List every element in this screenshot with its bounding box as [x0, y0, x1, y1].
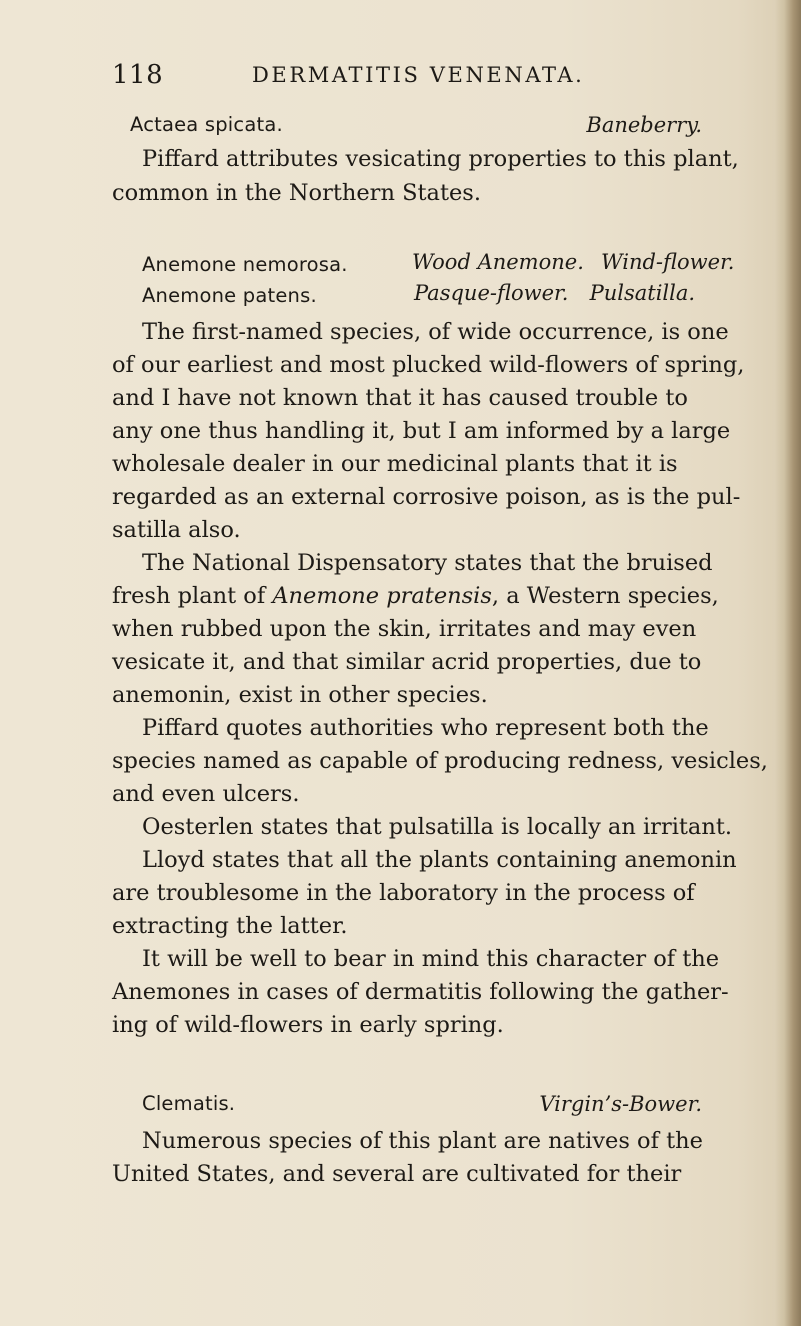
latin-name: Clematis.	[142, 1092, 236, 1115]
entry-heading	[112, 113, 702, 137]
text-line: ing of wild-flowers in early spring.	[112, 1012, 504, 1038]
text-line: species named as capable of producing redness, vesicles,	[112, 748, 768, 774]
text-line: and even ulcers.	[112, 781, 300, 807]
text-line: Numerous species of this plant are natives of the	[142, 1128, 703, 1154]
common-names	[414, 280, 695, 306]
common-name: Wind-flower.	[601, 250, 735, 274]
latin-name: Anemone nemorosa.	[142, 253, 348, 276]
text-line: regarded as an external corrosive poison, as is the pul-	[112, 484, 741, 510]
text-line: of our earliest and most plucked wild-flowers of spring,	[112, 352, 745, 378]
text-line: It will be well to bear in mind this character of the	[142, 946, 720, 972]
text-line: United States, and several are cultivated for their	[112, 1161, 682, 1187]
page-number: 118	[112, 60, 164, 90]
common-name: Pasque-flower.	[414, 281, 569, 305]
text-line: The first-named species, of wide occurrence, is one	[142, 319, 729, 345]
text-line: anemonin, exist in other species.	[112, 682, 488, 708]
running-title: DERMATITIS VENENATA.	[252, 63, 585, 87]
text-line: are troublesome in the laboratory in the process of	[112, 880, 695, 906]
text-line: and I have not known that it has caused trouble to	[112, 385, 688, 411]
entry-heading	[142, 251, 348, 277]
text-line: Lloyd states that all the plants containing anemonin	[142, 847, 737, 873]
text-line: any one thus handling it, but I am informed by a large	[112, 418, 731, 444]
latin-name: Actaea spicata.	[130, 113, 283, 136]
text-line: when rubbed upon the skin, irritates and may even	[112, 616, 697, 642]
text-line: common in the Northern States.	[112, 180, 482, 206]
text-line: vesicate it, and that similar acrid properties, due to	[112, 649, 702, 675]
text-line: Oesterlen states that pulsatilla is locally an irritant.	[142, 814, 733, 840]
text-line: Anemones in cases of dermatitis following the gather-	[112, 979, 729, 1005]
text-line: wholesale dealer in our medicinal plants that it is	[112, 451, 678, 477]
common-names	[412, 249, 735, 275]
common-name: Pulsatilla.	[589, 281, 696, 305]
text-line: Piffard quotes authorities who represent both the	[142, 715, 709, 741]
common-name: Virgin’s-Bower.	[539, 1092, 702, 1116]
entry-heading	[112, 1092, 702, 1116]
text-line: The National Dispensatory states that the bruised	[142, 550, 713, 576]
page-edge-shadow	[775, 0, 801, 1326]
common-name: Wood Anemone.	[412, 250, 584, 274]
text-line: satilla also.	[112, 517, 241, 543]
text-line: Piffard attributes vesicating properties to this plant,	[142, 146, 739, 172]
entry-heading	[142, 282, 317, 308]
latin-name: Anemone patens.	[142, 284, 317, 307]
text-line: extracting the latter.	[112, 913, 348, 939]
text-line: fresh plant of Anemone pratensis, a Western species,	[112, 583, 719, 609]
common-name: Baneberry.	[586, 113, 702, 137]
